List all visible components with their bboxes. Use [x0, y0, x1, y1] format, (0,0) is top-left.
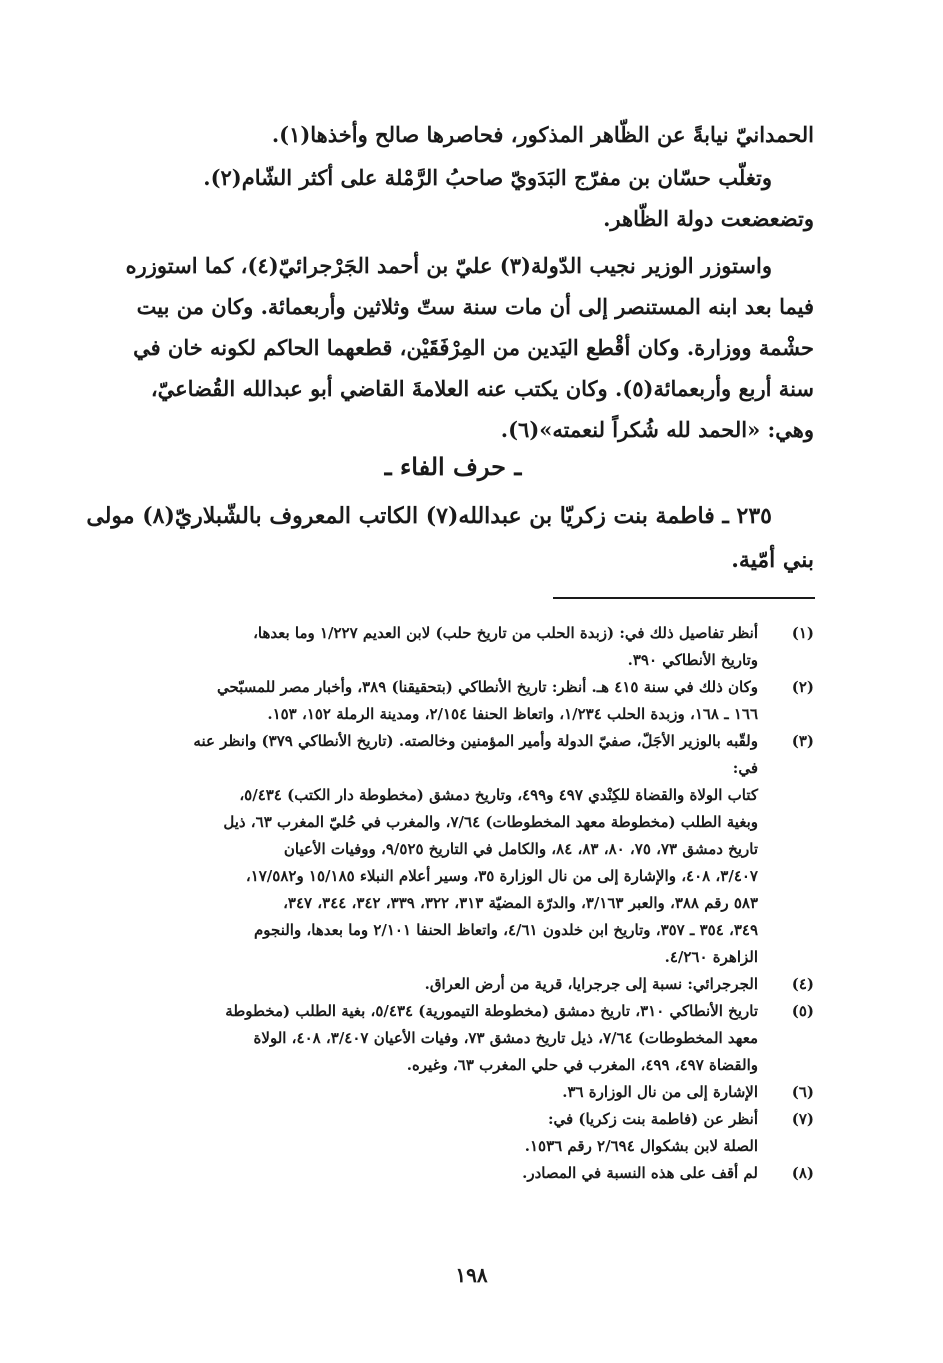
- footnote-number: (٤): [791, 975, 814, 993]
- footnote-number: (٦): [791, 1083, 814, 1101]
- footnote-line: والقضاة ٤٩٧، ٤٩٩، المغرب في حلي المغرب ٦٣، وغيره.: [406, 1056, 758, 1074]
- footnote-number: (٨): [791, 1164, 814, 1182]
- footnote-8: [92, 1160, 814, 1187]
- footnote-line: ١٦٦ ـ ١٦٨، وزبدة الحلب ١/٢٣٤، واتعاظ الحنفا ٢/١٥٤، ومدينة الرملة ١٥٢، ١٥٣.: [267, 705, 758, 723]
- footnote-line: تاريخ الأنطاكي ٣١٠، تاريخ دمشق (مخطوطة التيمورية) ٥/٤٣٤، بغية الطلب (مخطوطة: [225, 1002, 758, 1020]
- footnote-line: أنظر تفاصيل ذلك في: (زبدة الحلب من تاريخ حلب) لابن العديم ١/٢٢٧ وما بعدها،: [253, 624, 758, 642]
- footnote-line: تاريخ دمشق ٧٣، ٧٥، ٨٠، ٨٣، ٨٤، والكامل في التاريخ ٩/٥٢٥، ووفيات الأعيان: [283, 840, 758, 858]
- footnote-number: (٣): [791, 732, 814, 750]
- footnote-line: الجرجرائي: نسبة إلى جرجرايا، قرية من أرض العراق.: [424, 975, 758, 993]
- footnote-7: [92, 1106, 814, 1160]
- footnote-6: [92, 1079, 814, 1106]
- text-line: واستوزر الوزير نجيب الدّولة(٣) عليّ بن أحمد الجَرْجرائيّ(٤)، كما استوزره: [125, 253, 772, 278]
- footnote-line: الإشارة إلى من نال الوزارة ٣٦.: [562, 1083, 758, 1101]
- footnote-line: ٣/٤٠٧، ٤٠٨، والإشارة إلى من نال الوزارة ٣٥، وسير أعلام النبلاء ١٥/١٨٥ و١٧/٥٨٢،: [245, 867, 758, 885]
- footnote-line: ٣٤٩، ٣٥٤ ـ ٣٥٧، وتاريخ ابن خلدون ٤/٦١، واتعاظ الحنفا ٢/١٠١ وما بعدها، والنجوم: [253, 921, 758, 939]
- body-paragraph-1: [92, 114, 814, 155]
- footnote-line: الصلة لابن بشكوال ٢/٦٩٤ رقم ١٥٣٦.: [524, 1137, 758, 1155]
- text-line: وتغلّب حسّان بن مفرّج البَدَويّ صاحبُ الرَّمْلة على أكثر الشّام(٢).: [203, 165, 772, 190]
- body-paragraph-2: [92, 157, 814, 239]
- footnote-line: كتاب الولاة والقضاة للكِنْدي ٤٩٧ و٤٩٩، وتاريخ دمشق (مخطوطة دار الكتب) ٥/٤٣٤،: [239, 786, 758, 804]
- footnote-line: وبغية الطلب (مخطوطة معهد المخطوطات) ٧/٦٤، والمغرب في حُليّ المغرب ٦٣، ذيل: [223, 813, 758, 831]
- footnote-line: ٥٨٣ رقم ٣٨٨، والعبر ٣/١٦٣، والدرّة المضيّة ٣١٣، ٣٢٢، ٣٣٩، ٣٤٢، ٣٤٤، ٣٤٧،: [283, 894, 758, 912]
- footnote-3: [92, 728, 814, 971]
- footnote-1: [92, 620, 814, 674]
- footnote-number: (٢): [791, 678, 814, 696]
- footnote-divider: [553, 597, 815, 599]
- text-line: وتضعضعت دولة الظّاهر.: [603, 206, 814, 231]
- text-line: فيما بعد ابنه المستنصر إلى أن مات سنة ستّ وثلاثين وأربعمائة. وكان من بيت: [136, 294, 814, 319]
- text-line: وهي: «الحمد لله شُكراً لنعمته»(٦).: [500, 417, 814, 442]
- footnotes: [92, 620, 814, 1187]
- footnote-number: (٧): [791, 1110, 814, 1128]
- footnote-line: وكان ذلك في سنة ٤١٥ هـ. أنظر: تاريخ الأنطاكي (بتحقيقنا) ٣٨٩، وأخبار مصر للمسبّحي: [216, 678, 758, 696]
- text-line: سنة أربع وأربعمائة(٥). وكان يكتب عنه العلامةَ القاضي أبو عبدالله القُضاعيّ،: [150, 376, 814, 401]
- footnote-line: أنظر عن (فاطمة بنت زكريا) في:: [547, 1110, 758, 1128]
- footnote-line: الزاهرة ٤/٢٦٠.: [664, 948, 758, 966]
- footnote-line: في:: [732, 759, 758, 777]
- text-line: الحمدانيّ نيابةً عن الظّاهر المذكور، فحاصرها صالح وأخذها(١).: [271, 122, 814, 147]
- page-number: ١٩٨: [455, 1263, 488, 1287]
- footnote-line: معهد المخطوطات) ٧/٦٤، ذيل تاريخ دمشق ٧٣، وفيات الأعيان ٣/٤٠٧، ٤٠٨، الولاة: [253, 1029, 758, 1047]
- text-line: حشْمة ووزارة. وكان أقْطع اليَدين من المِرْفَقَيْن، قطعهما الحاكم لكونه خان في: [133, 335, 814, 360]
- footnote-2: [92, 674, 814, 728]
- entry-line: بني أمّية.: [731, 547, 814, 573]
- biography-entry: [86, 494, 814, 582]
- footnote-line: لم أقف على هذه النسبة في المصادر.: [522, 1164, 758, 1182]
- footnote-4: [92, 971, 814, 998]
- footnote-5: [92, 998, 814, 1079]
- section-heading: ـ حرف الفاء ـ: [384, 452, 522, 481]
- footnote-number: (١): [791, 624, 814, 642]
- entry-line: ٢٣٥ ـ فاطمة بنت زكريّا بن عبدالله(٧) الكاتب المعروف بالشّبلاريّ(٨) مولى: [86, 503, 772, 529]
- footnote-number: (٥): [791, 1002, 814, 1020]
- footnote-line: ولقّبه بالوزير الأجَلّ، صفيّ الدولة وأمير المؤمنين وخالصته. (تاريخ الأنطاكي ٣٧٩) وانظر عنه: [193, 732, 758, 750]
- footnote-line: وتاريخ الأنطاكي ٣٩٠.: [627, 651, 758, 669]
- body-paragraph-3: [92, 245, 814, 450]
